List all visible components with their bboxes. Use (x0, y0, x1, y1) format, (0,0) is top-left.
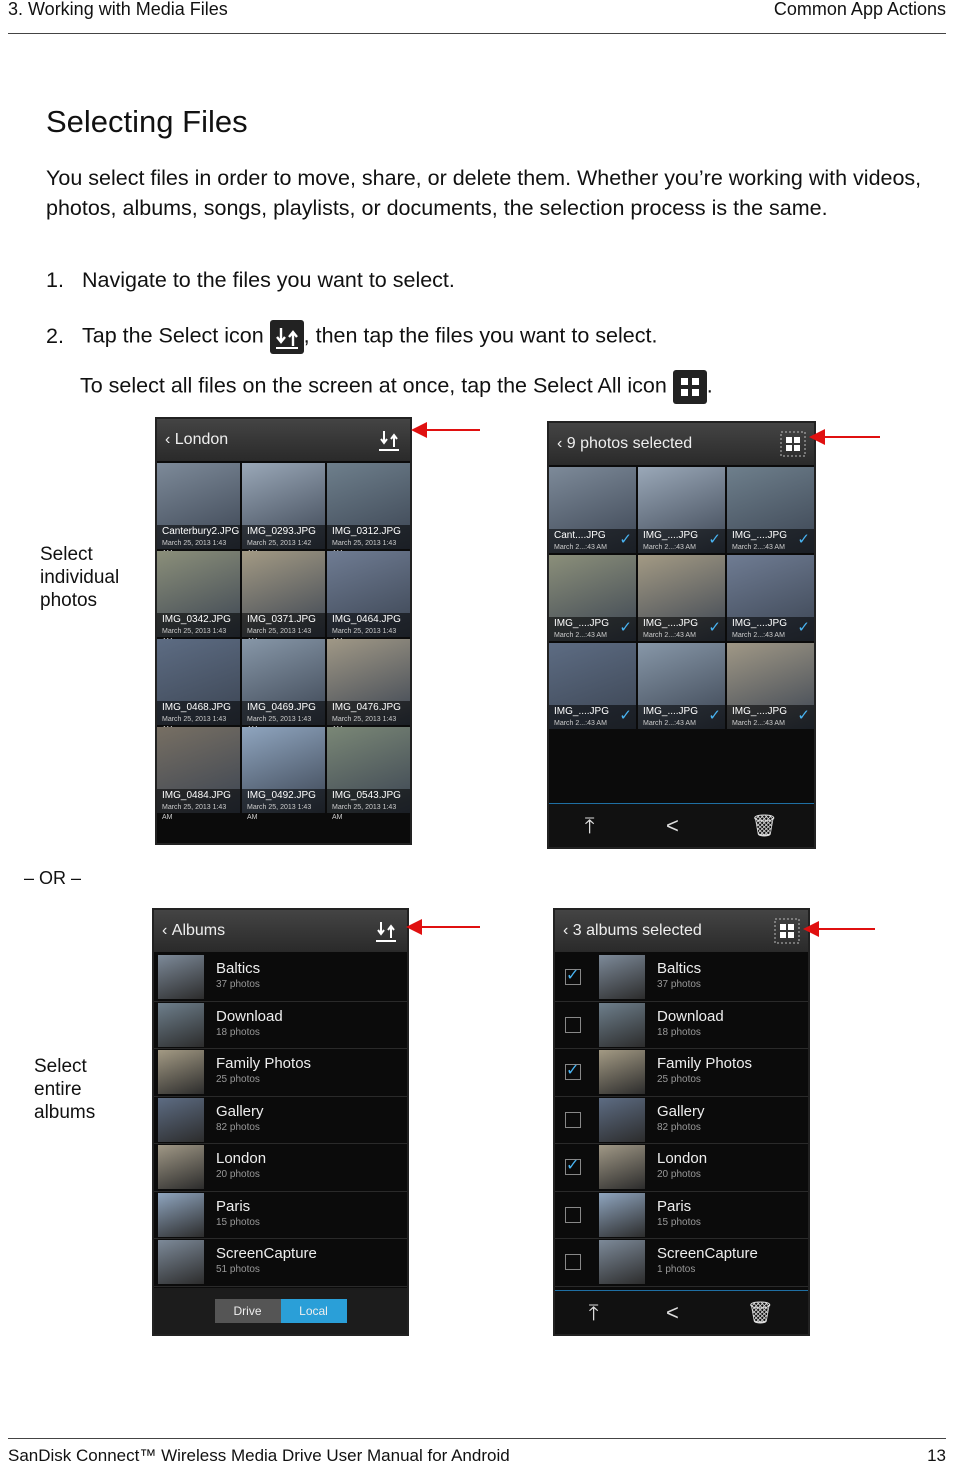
photo-name: IMG_....JPG (732, 530, 788, 541)
red-arrow (420, 926, 480, 928)
screen-title: 9 photos selected (566, 435, 693, 452)
photo-name: IMG_....JPG (643, 618, 699, 629)
photo-label (327, 525, 410, 549)
check-icon: ✓ (708, 531, 721, 548)
album-count: 25 photos (216, 1074, 260, 1086)
trash-icon[interactable]: 🗑 (750, 812, 779, 838)
album-thumbnail (599, 1193, 645, 1237)
photo-date: March 25, 2013 1:43 (247, 628, 312, 635)
photo-date: March 25, 2013 1:43 (332, 540, 397, 547)
photo-tile[interactable] (727, 555, 814, 641)
share-icon[interactable]: < (665, 1299, 679, 1325)
photo-name: IMG_0468.JPG (162, 702, 231, 713)
photo-date: March 25, 2013 1:42 (247, 540, 312, 547)
album-list (555, 954, 808, 1287)
photo-label (242, 613, 325, 637)
album-count: 51 photos (216, 1264, 260, 1276)
select-all-icon (673, 370, 707, 404)
album-thumbnail (599, 1145, 645, 1189)
photo-tile[interactable] (327, 463, 410, 549)
screen-title: 3 albums selected (572, 922, 702, 939)
album-info (657, 961, 701, 993)
photo-date: March 2...:43 AM (643, 720, 696, 727)
photo-tile[interactable] (638, 643, 725, 729)
album-thumbnail (158, 1240, 204, 1284)
select-all-icon[interactable] (780, 431, 806, 457)
check-icon: ✓ (619, 619, 632, 636)
back-chevron-icon[interactable]: ‹ (162, 922, 172, 939)
share-icon[interactable]: < (665, 812, 679, 838)
step-text: Navigate to the files you want to select. (82, 268, 455, 292)
album-thumbnail (158, 1003, 204, 1047)
album-row[interactable] (555, 1049, 808, 1097)
action-bar (555, 910, 808, 952)
upload-icon[interactable]: ⤒ (588, 1299, 599, 1325)
select-icon[interactable] (373, 918, 399, 944)
or-separator: – OR – (24, 868, 82, 888)
photo-name: IMG_0342.JPG (162, 614, 231, 625)
album-name: Family Photos (657, 1055, 753, 1073)
caption-photos: Select individual photos (40, 544, 120, 611)
album-row[interactable] (154, 1144, 407, 1192)
check-icon: ✓ (797, 707, 810, 724)
photo-name: IMG_0371.JPG (247, 614, 316, 625)
photo-tile[interactable] (549, 555, 636, 641)
check-icon: ✓ (797, 619, 810, 636)
photo-date: March 25, 2013 1:43 (332, 628, 397, 635)
photo-name: IMG_....JPG (554, 706, 610, 717)
checkbox[interactable]: ✓ (566, 1062, 580, 1080)
album-count: 37 photos (216, 979, 260, 991)
album-count: 15 photos (657, 1216, 701, 1228)
album-info (216, 1056, 311, 1088)
photo-name: Canterbury2.JPG (162, 526, 240, 537)
source-toggle (154, 1288, 407, 1334)
album-count: 37 photos (657, 979, 701, 991)
photo-tile[interactable] (638, 467, 725, 553)
page-footer (8, 1438, 946, 1465)
bottom-action-bar (555, 1290, 808, 1334)
album-name: ScreenCapture (657, 1245, 758, 1263)
photo-tile[interactable] (157, 727, 240, 821)
red-arrow (425, 429, 480, 431)
album-name: ScreenCapture (216, 1245, 317, 1263)
album-name: London (657, 1150, 708, 1168)
album-count: 20 photos (657, 1169, 701, 1181)
photo-date: March 25, 2013 1:43 (162, 716, 227, 723)
album-count: 1 photos (657, 1264, 696, 1276)
album-name: Family Photos (216, 1055, 312, 1073)
photo-tile[interactable] (327, 639, 410, 725)
album-row[interactable] (154, 1097, 407, 1145)
album-count: 20 photos (216, 1169, 260, 1181)
photo-date: March 2...:43 AM (554, 632, 607, 639)
photo-name: IMG_....JPG (643, 530, 699, 541)
album-row[interactable] (555, 1002, 808, 1050)
album-row[interactable] (154, 1239, 407, 1287)
intro-paragraph: You select files in order to move, share, or delete them. Whether you’re working with videos, photos, albums, songs, playlists, or documents, the selection process is the same. (46, 166, 922, 220)
photo-tile[interactable] (242, 639, 325, 725)
photo-tile[interactable] (727, 643, 814, 729)
photo-label (327, 613, 410, 637)
album-thumbnail (158, 1050, 204, 1094)
photo-date: March 25, 2013 1:43 AM (332, 804, 397, 821)
album-thumbnail (158, 1098, 204, 1142)
photo-grid (157, 463, 410, 821)
photo-date: March 2...:43 AM (554, 720, 607, 727)
photo-tile[interactable] (638, 555, 725, 641)
album-count: 82 photos (657, 1121, 701, 1133)
select-icon[interactable] (376, 427, 402, 453)
photo-label (157, 613, 240, 637)
action-bar (549, 423, 814, 465)
photo-name: IMG_0293.JPG (247, 526, 316, 537)
photo-date: March 25, 2013 1:43 (332, 716, 397, 723)
album-name: Download (657, 1007, 724, 1025)
photo-label (157, 525, 240, 549)
photo-tile[interactable] (157, 639, 240, 725)
check-icon: ✓ (708, 707, 721, 724)
checkbox[interactable] (565, 1112, 581, 1128)
photo-name: IMG_0469.JPG (247, 702, 316, 713)
album-thumbnail (158, 955, 204, 999)
photo-tile[interactable] (727, 467, 814, 553)
photo-label (327, 789, 410, 821)
album-count: 18 photos (216, 1026, 260, 1038)
album-info (657, 1056, 752, 1088)
album-thumbnail (158, 1193, 204, 1237)
album-info (216, 1151, 266, 1183)
photo-name: IMG_....JPG (732, 706, 788, 717)
photo-date: March 2...:43 AM (643, 544, 696, 551)
screen-title: London (174, 431, 229, 448)
chapter-title: 3. Working with Media Files (8, 0, 228, 19)
album-name: Baltics (216, 960, 261, 978)
phone-albums (152, 908, 409, 1336)
photo-date: March 2...:43 AM (643, 632, 696, 639)
step-text: Tap the Select icon (82, 323, 264, 348)
photo-date: March 25, 2013 1:43 (247, 716, 312, 723)
album-info (216, 1104, 264, 1136)
album-info (657, 1009, 724, 1041)
select-all-icon[interactable] (774, 918, 800, 944)
album-name: Download (216, 1007, 283, 1025)
select-all-note (80, 370, 713, 404)
checkbox[interactable] (565, 1207, 581, 1223)
note-text: To select all files on the screen at once, tap the Select All icon (80, 373, 667, 398)
back-chevron-icon[interactable]: ‹ (563, 922, 573, 939)
page-number: 13 (927, 1446, 946, 1465)
album-count: 82 photos (216, 1121, 260, 1133)
page-header (8, 0, 946, 34)
check-icon: ✓ (797, 531, 810, 548)
photo-name: IMG_0312.JPG (332, 526, 401, 537)
photo-date: March 2...:43 AM (732, 544, 785, 551)
bottom-action-bar (549, 803, 814, 847)
album-info (657, 1104, 705, 1136)
album-row[interactable] (154, 1049, 407, 1097)
photo-tile[interactable] (327, 551, 410, 637)
album-name: Gallery (657, 1102, 705, 1120)
photo-grid (549, 467, 814, 729)
caption-albums: Select entire albums (34, 1056, 96, 1123)
phone-albums-selected (553, 908, 810, 1336)
photo-name: IMG_0492.JPG (247, 790, 316, 801)
album-info (657, 1246, 758, 1278)
album-row[interactable] (555, 1144, 808, 1192)
step-number: 1. (46, 268, 64, 292)
checkbox[interactable]: ✓ (566, 967, 580, 985)
album-thumbnail (158, 1145, 204, 1189)
action-bar (154, 910, 407, 952)
album-thumbnail (599, 1240, 645, 1284)
album-info (657, 1151, 707, 1183)
trash-icon[interactable]: 🗑 (746, 1299, 775, 1325)
album-count: 18 photos (657, 1026, 701, 1038)
photo-name: IMG_0464.JPG (332, 614, 401, 625)
photo-name: Cant....JPG (554, 530, 606, 541)
select-icon (270, 320, 304, 354)
check-icon: ✓ (619, 531, 632, 548)
album-info (216, 1199, 260, 1231)
photo-tile[interactable] (157, 551, 240, 637)
manual-title: SanDisk Connect™ Wireless Media Drive User Manual for Android (8, 1446, 510, 1465)
album-list (154, 954, 407, 1287)
photo-label (242, 525, 325, 549)
step-2 (46, 320, 657, 354)
red-arrow (817, 928, 875, 930)
local-tab[interactable]: Local (281, 1299, 347, 1323)
photo-name: IMG_....JPG (554, 618, 610, 629)
album-row[interactable] (154, 1192, 407, 1240)
step-number: 2. (46, 323, 64, 348)
photo-date: March 25, 2013 1:43 AM (247, 804, 312, 821)
album-thumbnail (599, 955, 645, 999)
photo-tile[interactable] (157, 463, 240, 549)
checkbox[interactable] (565, 1254, 581, 1270)
red-arrow (823, 436, 880, 438)
photo-tile[interactable] (549, 467, 636, 553)
screen-title: Albums (171, 922, 226, 939)
album-row[interactable] (555, 1097, 808, 1145)
photo-tile[interactable] (242, 463, 325, 549)
photo-label (242, 701, 325, 725)
album-info (657, 1199, 701, 1231)
back-chevron-icon[interactable]: ‹ (557, 435, 567, 452)
photo-name: IMG_0484.JPG (162, 790, 231, 801)
album-name: Paris (657, 1197, 692, 1215)
photo-label (327, 701, 410, 725)
photo-tile[interactable] (327, 727, 410, 821)
photo-tile[interactable] (549, 643, 636, 729)
phone-photos-selected (547, 421, 816, 849)
album-count: 15 photos (216, 1216, 260, 1228)
page-title: Selecting Files (46, 104, 248, 139)
album-thumbnail (599, 1050, 645, 1094)
photo-date: March 25, 2013 1:43 (162, 628, 227, 635)
album-thumbnail (599, 1003, 645, 1047)
note-end: . (706, 373, 713, 398)
section-title: Common App Actions (773, 0, 946, 19)
album-info (216, 961, 260, 993)
photo-tile[interactable] (242, 727, 325, 821)
step-text-end: , then tap the files you want to select. (303, 323, 658, 348)
album-name: Paris (216, 1197, 251, 1215)
album-count: 25 photos (657, 1074, 701, 1086)
album-name: Baltics (657, 960, 702, 978)
album-info (216, 1246, 317, 1278)
check-icon: ✓ (619, 707, 632, 724)
album-row[interactable] (154, 954, 407, 1002)
album-info (216, 1009, 283, 1041)
photo-name: IMG_....JPG (643, 706, 699, 717)
checkbox[interactable]: ✓ (566, 1157, 580, 1175)
album-thumbnail (599, 1098, 645, 1142)
album-row[interactable] (555, 954, 808, 1002)
photo-date: March 2...:43 AM (732, 720, 785, 727)
checkbox[interactable] (565, 1017, 581, 1033)
check-icon: ✓ (708, 619, 721, 636)
photo-name: IMG_0543.JPG (332, 790, 401, 801)
album-row[interactable] (555, 1192, 808, 1240)
action-bar (157, 419, 410, 461)
photo-label (157, 701, 240, 725)
album-name: London (216, 1150, 267, 1168)
photo-label (242, 789, 325, 821)
photo-tile[interactable] (242, 551, 325, 637)
step-1 (46, 268, 455, 293)
photo-name: IMG_....JPG (732, 618, 788, 629)
photo-date: March 2...:43 AM (732, 632, 785, 639)
album-row[interactable] (154, 1002, 407, 1050)
back-chevron-icon[interactable]: ‹ (165, 431, 175, 448)
photo-date: March 25, 2013 1:43 AM (162, 804, 227, 821)
photo-label (157, 789, 240, 821)
photo-date: March 2...:43 AM (554, 544, 607, 551)
drive-tab[interactable]: Drive (215, 1299, 281, 1323)
album-row[interactable] (555, 1239, 808, 1287)
album-name: Gallery (216, 1102, 264, 1120)
photo-name: IMG_0476.JPG (332, 702, 401, 713)
phone-london-grid (155, 417, 412, 845)
photo-date: March 25, 2013 1:43 (162, 540, 227, 547)
upload-icon[interactable]: ⤒ (584, 812, 595, 838)
